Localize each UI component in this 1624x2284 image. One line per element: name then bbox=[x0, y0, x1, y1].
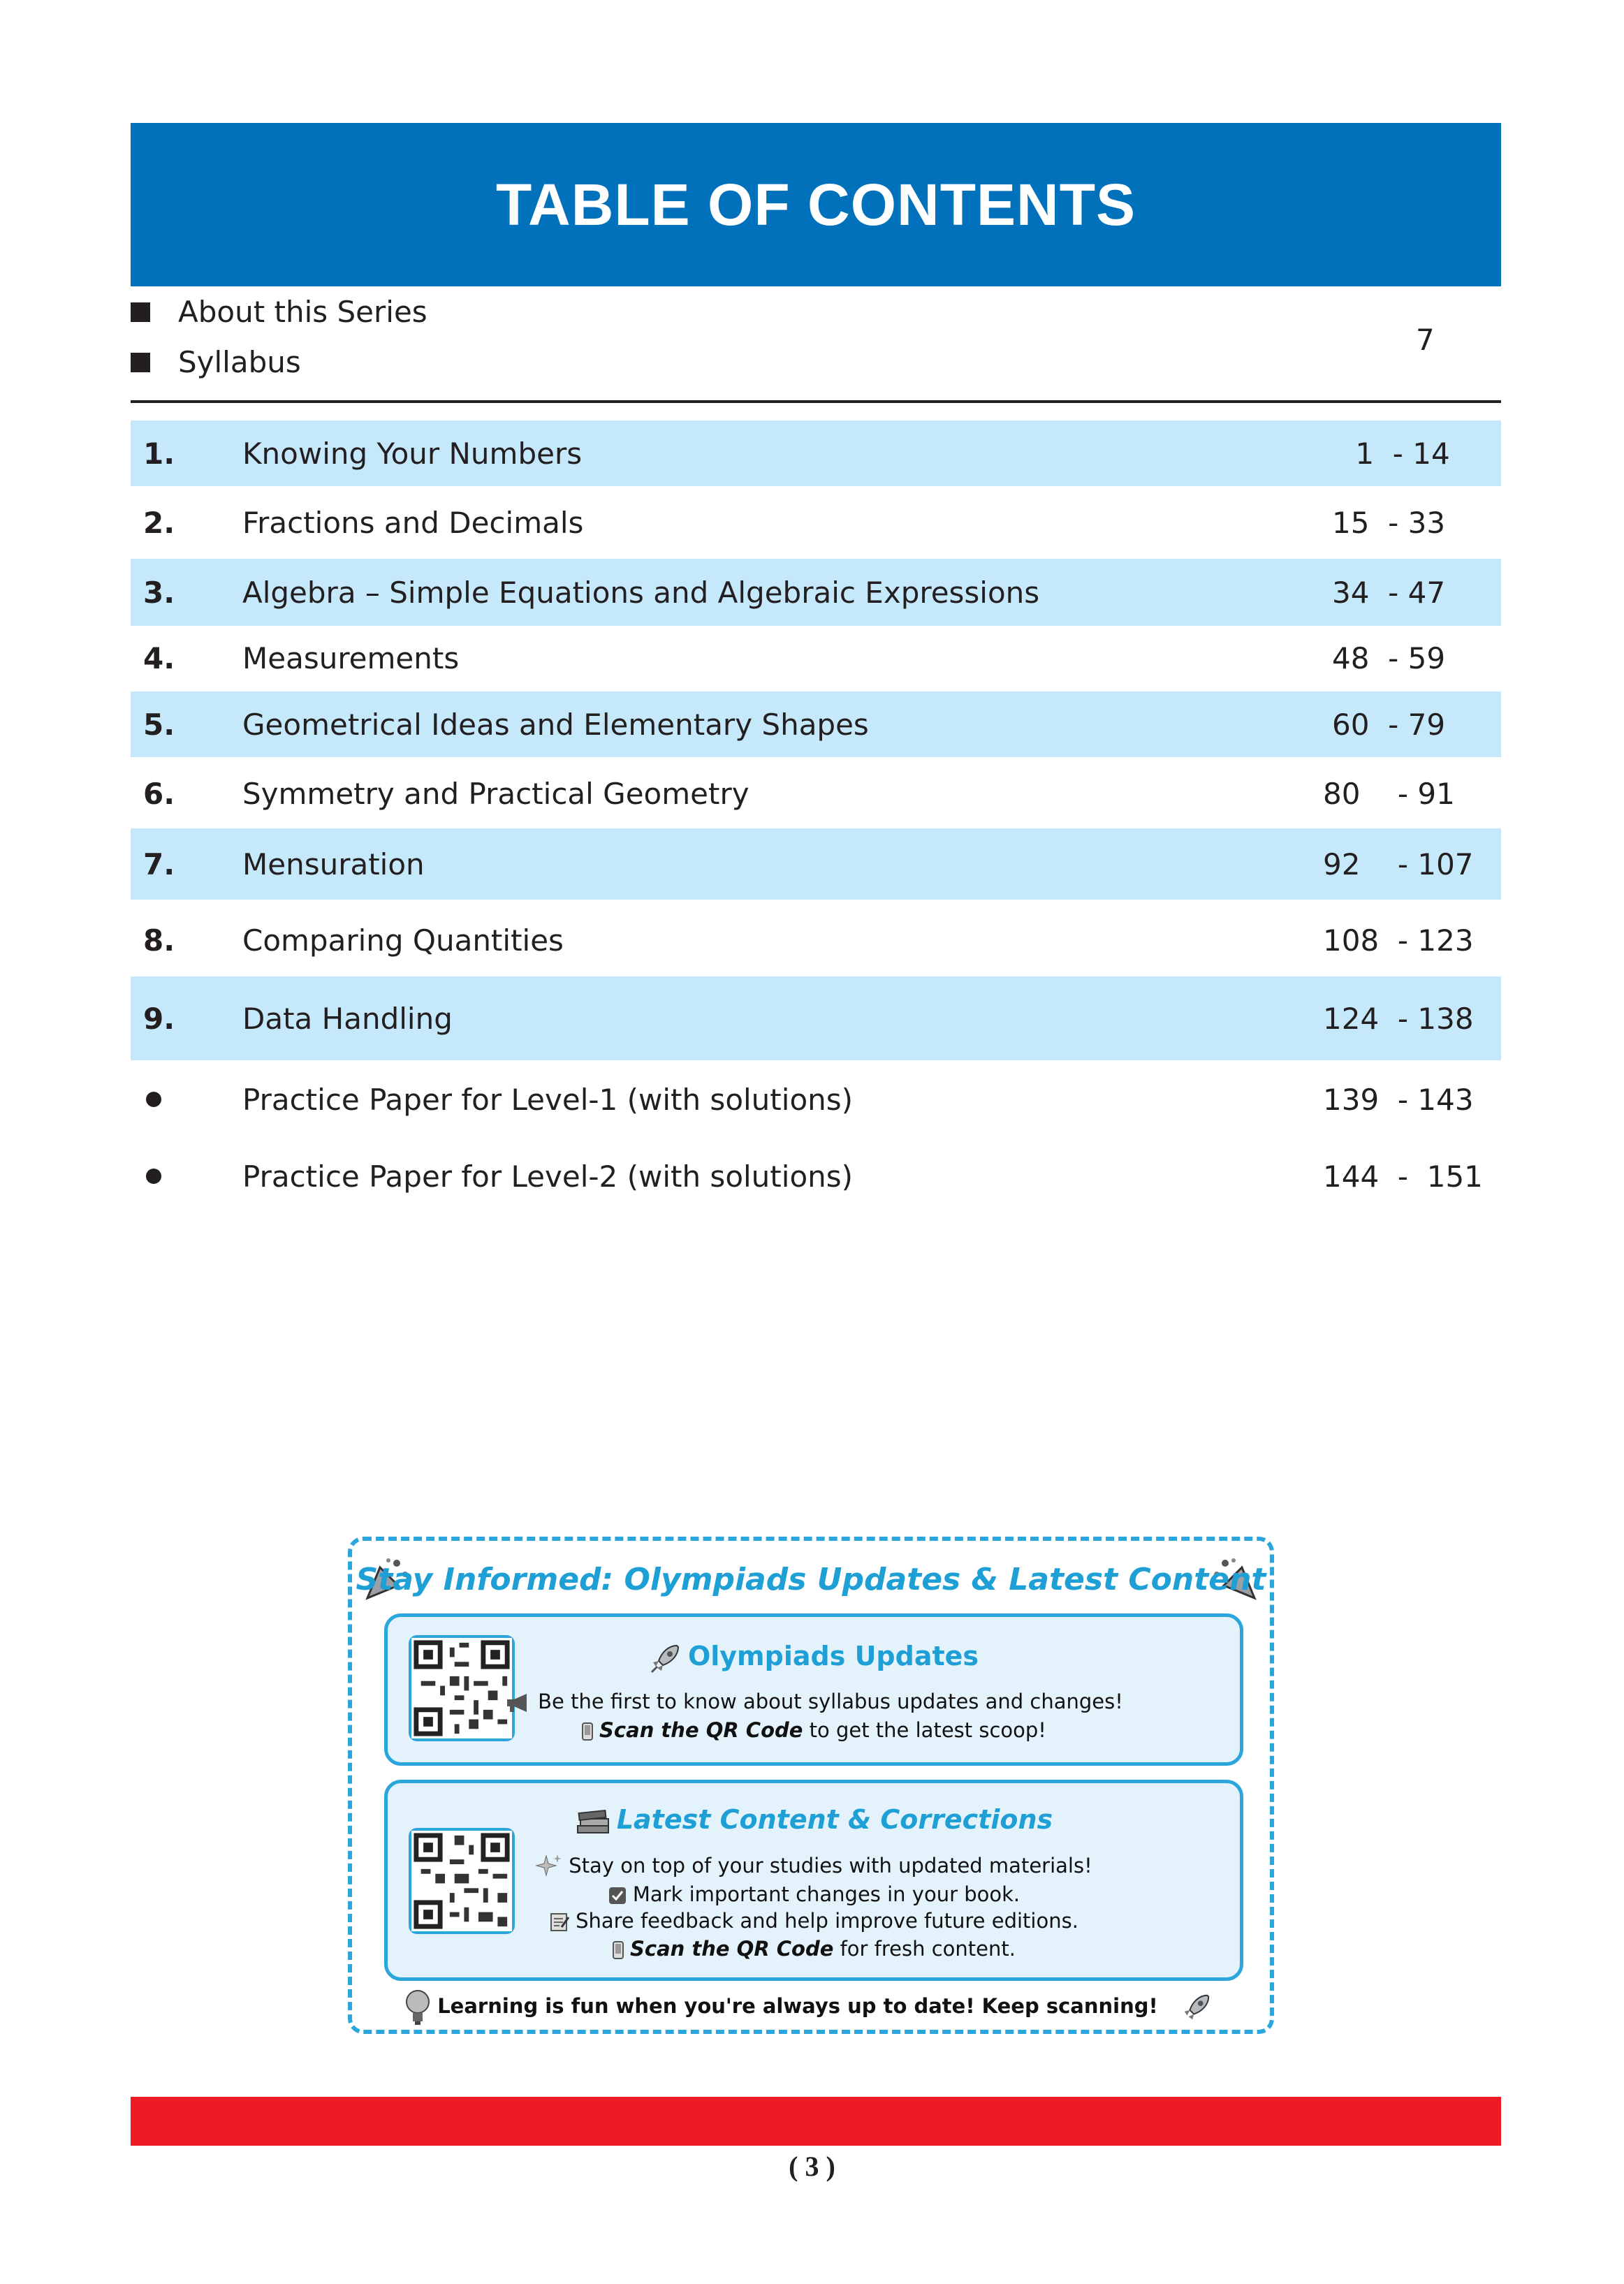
square-bullet-icon bbox=[131, 302, 150, 322]
intro-item-label: About this Series bbox=[178, 295, 427, 329]
toc-title: Comparing Quantities bbox=[242, 923, 564, 958]
content-line-1: Stay on top of your studies with updated materials! bbox=[388, 1853, 1240, 1881]
toc-pages: 92 - 107 bbox=[1323, 847, 1474, 881]
round-bullet-icon bbox=[146, 1092, 161, 1107]
toc-pages: 60 - 79 bbox=[1332, 707, 1446, 742]
page-title: TABLE OF CONTENTS bbox=[495, 171, 1136, 237]
toc-number: 9. bbox=[143, 1001, 175, 1036]
toc-number: 4. bbox=[143, 640, 175, 675]
toc-pages: 48 - 59 bbox=[1332, 640, 1446, 675]
toc-title: Algebra – Simple Equations and Algebraic Expressions bbox=[242, 575, 1040, 610]
header-band bbox=[131, 123, 1501, 286]
toc-pages: 1 - 14 bbox=[1346, 436, 1450, 471]
lightbulb-icon bbox=[404, 1988, 432, 2027]
updates-card bbox=[384, 1613, 1243, 1766]
round-bullet-icon bbox=[146, 1169, 161, 1184]
toc-pages: 144 - 151 bbox=[1323, 1159, 1483, 1194]
intro-section bbox=[131, 288, 1501, 400]
toc-title: Data Handling bbox=[242, 1001, 453, 1036]
promo-title: Stay Informed: Olympiads Updates & Latest Content bbox=[356, 1562, 1266, 1597]
toc-row bbox=[131, 761, 1501, 826]
toc-pages: 80 - 91 bbox=[1323, 776, 1455, 811]
toc-title: Practice Paper for Level-1 (with solutions) bbox=[242, 1082, 854, 1117]
footer-band bbox=[131, 2097, 1501, 2146]
intro-page-number: 7 bbox=[1416, 323, 1435, 357]
rocket-icon bbox=[1180, 1991, 1213, 2023]
books-icon bbox=[575, 1806, 611, 1837]
divider bbox=[131, 400, 1501, 403]
toc-title: Geometrical Ideas and Elementary Shapes bbox=[242, 707, 869, 742]
toc-pages: 139 - 143 bbox=[1323, 1082, 1474, 1117]
toc-pages: 124 - 138 bbox=[1323, 1001, 1474, 1036]
toc-title: Measurements bbox=[242, 640, 460, 675]
toc-row bbox=[131, 976, 1501, 1060]
toc-row bbox=[131, 420, 1501, 486]
toc-pages: 108 - 123 bbox=[1323, 923, 1474, 958]
toc-number: 2. bbox=[143, 505, 175, 540]
toc-title: Knowing Your Numbers bbox=[242, 436, 583, 471]
toc-row bbox=[131, 559, 1501, 626]
toc-title: Symmetry and Practical Geometry bbox=[242, 776, 749, 811]
content-line-4: Scan the QR Code for fresh content. bbox=[388, 1937, 1240, 1961]
content-line-3: Share feedback and help improve future editions. bbox=[388, 1909, 1240, 1933]
toc-row bbox=[131, 490, 1501, 555]
page-number: ( 3 ) bbox=[789, 2151, 835, 2182]
toc-row-practice bbox=[131, 1143, 1501, 1210]
toc-number: 1. bbox=[143, 436, 175, 471]
square-bullet-icon bbox=[131, 353, 150, 372]
toc-pages: 34 - 47 bbox=[1332, 575, 1446, 610]
intro-item-syllabus bbox=[131, 345, 301, 379]
intro-item-about bbox=[131, 295, 427, 329]
promo-box bbox=[348, 1537, 1274, 2034]
intro-item-label: Syllabus bbox=[178, 345, 301, 379]
toc-number: 5. bbox=[143, 707, 175, 742]
sparkles-icon bbox=[535, 1853, 563, 1881]
updates-heading: Olympiads Updates bbox=[388, 1641, 1240, 1675]
toc-pages: 15 - 33 bbox=[1332, 505, 1446, 540]
checkbox-icon bbox=[608, 1886, 627, 1905]
toc-title: Practice Paper for Level-2 (with solutions) bbox=[242, 1159, 854, 1194]
promo-footer: Learning is fun when you're always up to date! Keep scanning! bbox=[352, 1988, 1270, 2027]
toc-title: Fractions and Decimals bbox=[242, 505, 584, 540]
toc-row bbox=[131, 828, 1501, 900]
content-card bbox=[384, 1780, 1243, 1981]
toc-row bbox=[131, 691, 1501, 757]
memo-icon bbox=[549, 1912, 570, 1933]
content-heading: Latest Content & Corrections bbox=[388, 1804, 1240, 1837]
updates-line-2: Scan the QR Code to get the latest scoop! bbox=[388, 1718, 1240, 1742]
toc-title: Mensuration bbox=[242, 847, 425, 881]
content-line-2: Mark important changes in your book. bbox=[388, 1882, 1240, 1906]
phone-icon bbox=[612, 1940, 624, 1960]
toc-number: 8. bbox=[143, 923, 175, 958]
toc-number: 3. bbox=[143, 575, 175, 610]
megaphone-icon bbox=[504, 1692, 532, 1713]
toc-number: 6. bbox=[143, 776, 175, 811]
toc-row bbox=[131, 629, 1501, 687]
updates-line-1: Be the first to know about syllabus updates and changes! bbox=[388, 1690, 1240, 1713]
toc-row bbox=[131, 905, 1501, 975]
rocket-icon bbox=[649, 1641, 682, 1675]
phone-icon bbox=[581, 1722, 594, 1741]
toc-number: 7. bbox=[143, 847, 175, 881]
toc-row-practice bbox=[131, 1066, 1501, 1133]
